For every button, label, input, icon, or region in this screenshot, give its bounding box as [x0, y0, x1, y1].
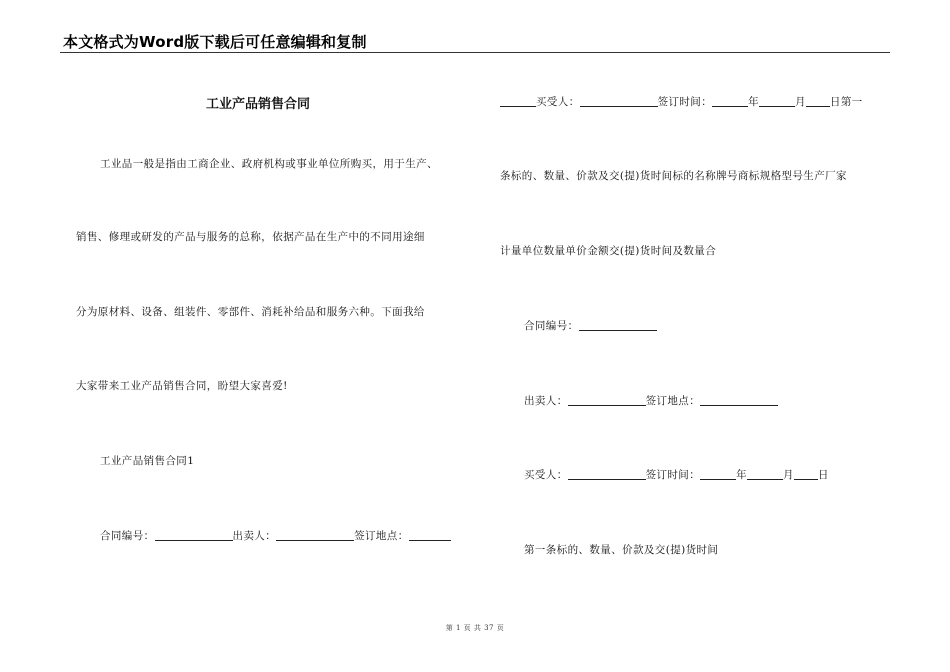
- buyer-blank[interactable]: [568, 468, 646, 480]
- header-rule: [60, 52, 890, 53]
- article-1-heading: 第一条标的、数量、价款及交(提)货时间: [524, 544, 719, 556]
- seller-blank[interactable]: [568, 394, 646, 406]
- month-blank[interactable]: [747, 468, 783, 480]
- sign-time-label: 签订时间：: [657, 96, 713, 108]
- article-text-line-2: 计量单位数量单价金额交(提)货时间及数量合: [500, 245, 717, 257]
- month-blank[interactable]: [759, 95, 795, 107]
- year-blank[interactable]: [712, 95, 748, 107]
- contract-no-label: 合同编号：: [100, 530, 155, 542]
- sign-place-label: 签订地点：: [645, 395, 701, 407]
- contract-no-blank[interactable]: [155, 529, 233, 541]
- contract-info-line: [100, 528, 451, 543]
- buyer-label: 买受人：: [524, 469, 568, 481]
- sign-time-label: 签订时间：: [645, 469, 701, 481]
- contract-no-blank[interactable]: [579, 319, 657, 331]
- month-label: 月: [795, 96, 806, 108]
- document-banner: 本文格式为Word版下载后可任意编辑和复制: [63, 33, 367, 51]
- buyer-label: 买受人：: [536, 96, 580, 108]
- year-blank[interactable]: [700, 468, 736, 480]
- seller-line: [524, 393, 778, 408]
- sign-place-blank[interactable]: [409, 529, 451, 541]
- buyer-line: [524, 467, 829, 482]
- day-blank[interactable]: [806, 95, 830, 107]
- day-label: 日第一: [829, 96, 863, 108]
- document-title: 工业产品销售合同: [206, 97, 311, 112]
- day-label: 日: [817, 469, 829, 481]
- seller-blank[interactable]: [276, 529, 354, 541]
- buyer-date-line: [500, 94, 863, 109]
- contract-no-line: [524, 318, 657, 333]
- intro-line-4: 大家带来工业产品销售合同，盼望大家喜爱!: [76, 380, 288, 392]
- sign-place-label: 签订地点：: [354, 530, 409, 542]
- contract-no-label: 合同编号：: [524, 320, 579, 332]
- buyer-blank[interactable]: [580, 95, 658, 107]
- page-number: 第 1 页 共 37 页: [445, 624, 505, 632]
- intro-line-2: 销售、修理或研发的产品与服务的总称，依据产品在生产中的不同用途细: [76, 231, 425, 243]
- day-blank[interactable]: [794, 468, 818, 480]
- sign-place-blank[interactable]: [700, 394, 778, 406]
- article-text-line-1: 条标的、数量、价款及交(提)货时间标的名称牌号商标规格型号生产厂家: [500, 170, 847, 182]
- month-label: 月: [783, 469, 794, 481]
- intro-line-3: 分为原材料、设备、组装件、零部件、消耗补给品和服务六种。下面我给: [76, 306, 425, 318]
- seller-label: 出卖人：: [232, 530, 277, 542]
- intro-line-1: 工业品一般是指由工商企业、政府机构或事业单位所购买，用于生产、: [100, 158, 438, 170]
- blank[interactable]: [500, 95, 536, 107]
- year-label: 年: [736, 469, 748, 481]
- section-title: 工业产品销售合同1: [100, 455, 195, 467]
- year-label: 年: [748, 96, 760, 108]
- seller-label: 出卖人：: [524, 395, 568, 407]
